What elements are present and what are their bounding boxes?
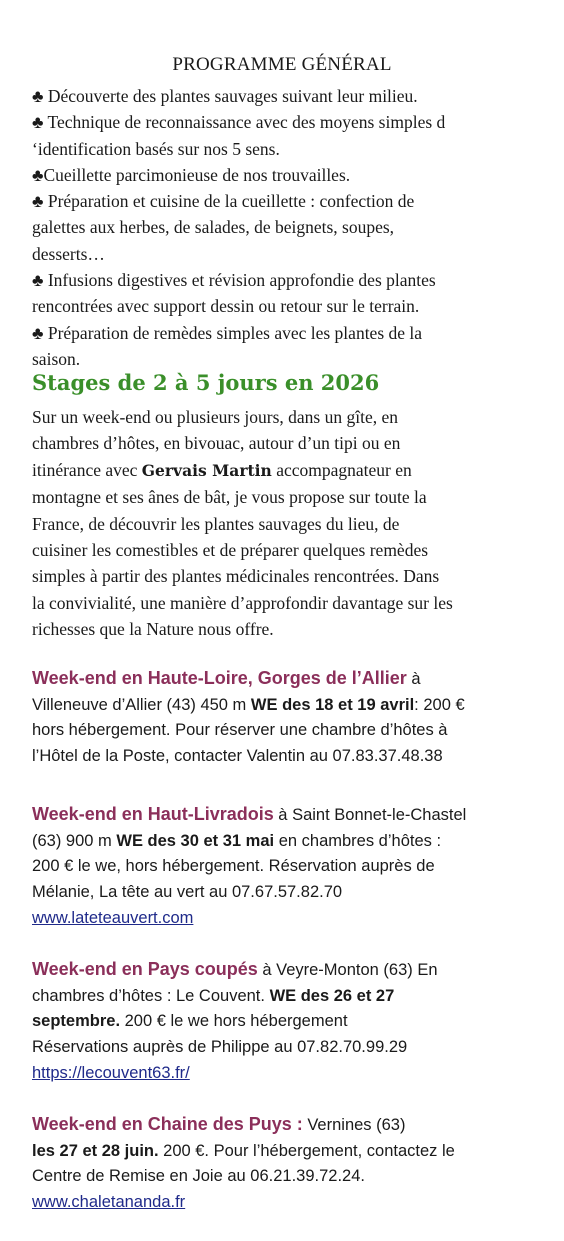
- bullet-text: Préparation de remèdes simples avec les plantes de la: [47, 322, 423, 343]
- intro-line: chambres d’hôtes, en bivouac, autour d’un tipi ou en: [32, 433, 401, 454]
- bullet-text: Technique de reconnaissance avec des moyens simples d: [47, 112, 446, 133]
- event-title: Week-end en Haute-Loire, Gorges de l’Allier: [32, 668, 407, 688]
- bullet-text: galettes aux herbes, de salades, de beignets, soupes,: [32, 217, 395, 238]
- intro-line: itinérance avec Gervais Martin accompagnateur en: [32, 459, 412, 480]
- event-dates: WE des 30 et 31 mai: [116, 831, 275, 850]
- event-title: Week-end en Haut-Livradois: [32, 804, 274, 824]
- bullet-text: saison.: [32, 348, 81, 369]
- bullet-item: [32, 109, 532, 162]
- club-icon: ♣: [32, 322, 44, 343]
- stages-intro-paragraph: [32, 404, 532, 643]
- club-icon: ♣: [32, 112, 44, 133]
- guide-name: Gervais Martin: [141, 460, 272, 480]
- club-icon: ♣: [32, 86, 44, 106]
- event-dates: septembre.: [32, 1012, 121, 1031]
- stages-heading: Stages de 2 à 5 jours en 2026: [32, 370, 380, 395]
- event-chaine-des-puys: Week-end en Chaine des Puys : Vernines (63) les 27 et 28 juin. 200 €. Pour l’hébergement, contactez le Centre de Remise en Joie au 06.21.39.72.24. www.chaletananda.fr: [32, 1114, 455, 1212]
- event-title: Week-end en Chaine des Puys :: [32, 1114, 303, 1134]
- intro-line: France, de découvrir les plantes sauvages du lieu, de: [32, 513, 400, 534]
- club-icon: ♣: [32, 191, 44, 212]
- event-dates: WE des 26 et 27: [269, 986, 395, 1005]
- intro-line: richesses que la Nature nous offre.: [32, 619, 274, 640]
- event-title: Week-end en Pays coupés: [32, 959, 258, 979]
- programme-bullet-list: [32, 83, 532, 372]
- intro-line: simples à partir des plantes médicinales rencontrées. Dans: [32, 566, 440, 587]
- event-haut-livradois: Week-end en Haut-Livradois à Saint Bonnet-le-Chastel (63) 900 m WE des 30 et 31 mai en chambres d’hôtes : 200 € le we, hors hébergement. Réservation auprès de Mélanie, La tête au vert au 07.67.57.82.70 www.lateteauvert.com: [32, 804, 467, 927]
- bullet-text: Infusions digestives et révision approfondie des plantes: [47, 270, 436, 291]
- club-icon: ♣: [32, 270, 44, 291]
- event-pays-coupes: Week-end en Pays coupés à Veyre-Monton (63) En chambres d’hôtes : Le Couvent. WE des 26 et 27 septembre. 200 € le we hors hébergement Réservations auprès de Philippe au 07.82.70.99.29 https://lecouvent63.fr/: [32, 959, 438, 1082]
- bullet-text: Cueillette parcimonieuse de nos trouvailles.: [43, 164, 351, 185]
- bullet-item: [32, 267, 532, 320]
- chaletananda-link[interactable]: www.chaletananda.fr: [32, 1193, 186, 1212]
- intro-line: montagne et ses ânes de bât, je vous propose sur toute la: [32, 487, 427, 508]
- bullet-text: Préparation et cuisine de la cueillette : confection de: [47, 191, 415, 212]
- bullet-text: ‘identification basés sur nos 5 sens.: [32, 138, 280, 159]
- bullet-item: [32, 320, 532, 373]
- bullet-text: Découverte des plantes sauvages suivant leur milieu.: [47, 86, 418, 106]
- event-dates: WE des 18 et 19 avril: [250, 695, 415, 714]
- intro-line: cuisiner les comestibles et de préparer quelques remèdes: [32, 540, 429, 561]
- lateteauvert-link[interactable]: www.lateteauvert.com: [32, 908, 194, 927]
- bullet-item: [32, 162, 532, 188]
- intro-line: Sur un week-end ou plusieurs jours, dans un gîte, en: [32, 407, 398, 427]
- bullet-item: [32, 188, 532, 267]
- bullet-text: desserts…: [32, 243, 105, 264]
- bullet-text: rencontrées avec support dessin ou retour sur le terrain.: [32, 296, 420, 317]
- programme-title: PROGRAMME GÉNÉRAL: [172, 54, 392, 75]
- event-dates: les 27 et 28 juin.: [32, 1141, 159, 1160]
- bullet-item: [32, 83, 532, 109]
- intro-line: la convivialité, une manière d’approfondir davantage sur les: [32, 592, 453, 613]
- lecouvent63-link[interactable]: https://lecouvent63.fr/: [32, 1063, 190, 1082]
- club-icon: ♣: [32, 164, 44, 185]
- event-haute-loire: Week-end en Haute-Loire, Gorges de l’Allier à Villeneuve d’Allier (43) 450 m WE des 18 et 19 avril: 200 € hors hébergement. Pour réserver une chambre d’hôtes à l’Hôtel de la Poste, contacter Valentin au 07.83.37.48.38: [32, 668, 465, 766]
